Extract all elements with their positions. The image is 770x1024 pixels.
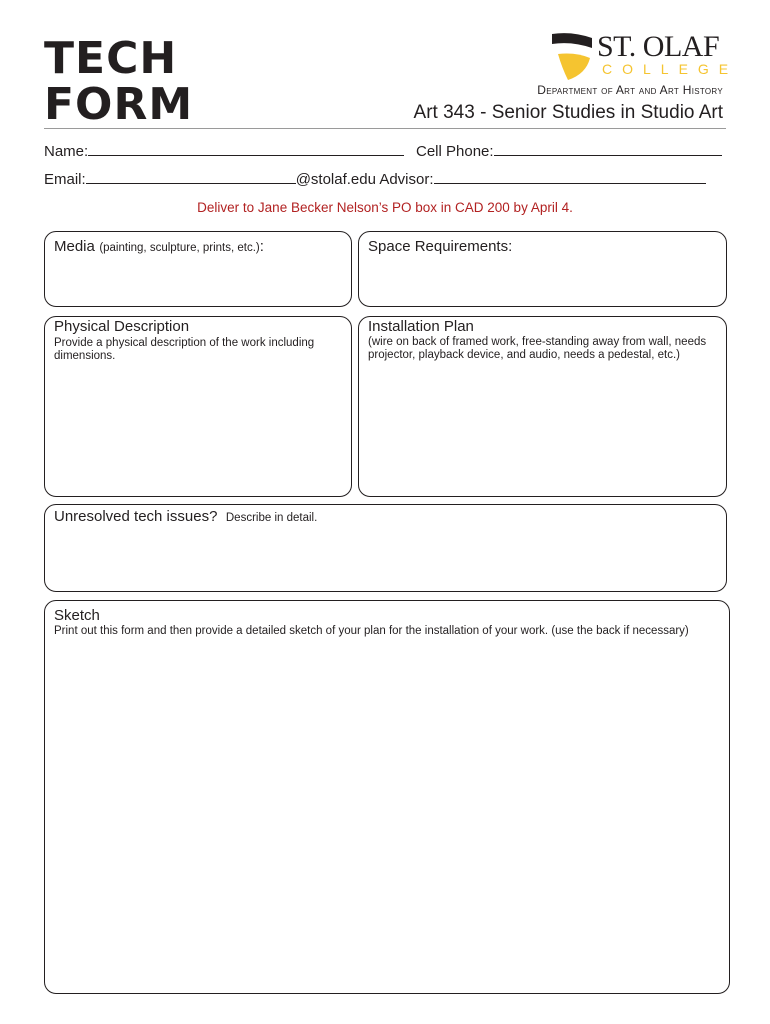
cell-row	[416, 141, 722, 160]
advisor-label: Advisor:	[379, 171, 434, 188]
media-colon: :	[259, 238, 264, 255]
cell-phone-label: Cell Phone:	[416, 143, 494, 160]
installation-plan-desc: (wire on back of framed work, free-standing away from wall, needs projector, playback device, and audio, needs a pedestal, etc.)	[368, 336, 707, 361]
sketch-box[interactable]	[44, 600, 730, 994]
installation-plan-title: Installation Plan	[368, 318, 474, 335]
header-divider	[44, 128, 726, 129]
name-label: Name:	[44, 143, 89, 160]
physical-description-title: Physical Description	[54, 318, 190, 335]
email-label: Email:	[44, 171, 86, 188]
course-title: Art 343 - Senior Studies in Studio Art	[413, 102, 723, 123]
department-name: Department of Art and Art History	[537, 83, 723, 97]
email-suffix: @stolaf.edu	[295, 171, 376, 188]
logo-name: ST. OLAF	[597, 30, 720, 63]
unresolved-hint: Describe in detail.	[225, 512, 318, 524]
physical-description-box[interactable]	[44, 316, 352, 497]
space-requirements-box[interactable]	[358, 231, 727, 307]
logo-college: COLLEGE	[602, 61, 739, 77]
advisor-field[interactable]	[434, 169, 706, 184]
media-hint: (painting, sculpture, prints, etc.)	[99, 242, 260, 254]
form-title-line1: TECH	[44, 33, 178, 84]
media-heading	[54, 238, 264, 256]
unresolved-title: Unresolved tech issues?	[54, 508, 218, 525]
name-row	[44, 141, 404, 160]
cell-phone-field[interactable]	[494, 141, 722, 156]
college-logo	[550, 30, 739, 82]
form-title-line2: FORM	[44, 79, 194, 130]
unresolved-issues-box[interactable]	[44, 504, 727, 592]
media-title: Media	[54, 238, 95, 255]
media-box[interactable]	[44, 231, 352, 307]
name-field[interactable]	[88, 141, 404, 156]
sketch-title: Sketch	[54, 607, 100, 624]
installation-plan-box[interactable]	[358, 316, 727, 497]
email-field[interactable]	[86, 169, 296, 184]
form-title	[44, 33, 194, 130]
physical-description-desc: Provide a physical description of the work including dimensions.	[54, 337, 315, 362]
unresolved-heading	[54, 508, 317, 526]
delivery-note: Deliver to Jane Becker Nelson’s PO box in CAD 200 by April 4.	[197, 200, 573, 215]
sketch-desc: Print out this form and then provide a detailed sketch of your plan for the installation of your work. (use the back if necessary)	[54, 625, 689, 637]
email-row	[44, 169, 706, 188]
logo-emblem-icon	[550, 32, 594, 80]
space-requirements-title: Space Requirements:	[368, 238, 513, 255]
